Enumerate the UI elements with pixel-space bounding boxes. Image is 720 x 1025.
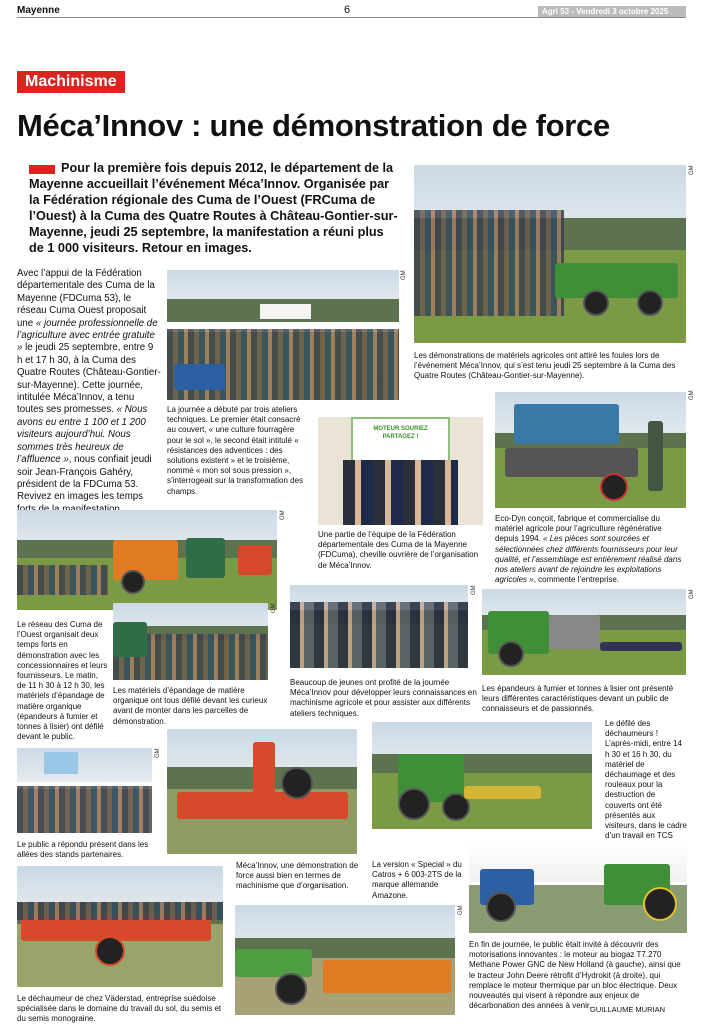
edition-label: Agri 53 - Vendredi 3 octobre 2025 [538,6,686,18]
caption-red-cultivator: Méca’Innov, une démonstration de force aussi bien en termes de machinisme que d’organisation. [236,861,359,891]
photo-credit: GM [280,510,286,520]
photo-credit: GM [689,589,695,599]
header-rule [17,17,686,18]
photo-curious-crowd [113,603,268,680]
body-text-1: Avec l’appui de la Fédération départementale des Cuma de la Mayenne (FDCuma 53), le réseau Cuma Ouest proposait une [17,268,155,329]
photo-ecodyn [495,392,686,508]
photo-sign-line1: MOTEUR SOURIEZ [373,425,428,432]
caption-curious-crowd: Les matériels d’épandage de matière organique ont tous défilé devant les curieux avant de monter dans les parcelles de démonstration. [113,686,268,726]
photo-stands [17,748,152,833]
caption-ecodyn-quote: « Les pièces sont sourcées et sélectionnées chez différents fournisseurs pour leur qualité, et l’assemblage est entièrement réalisé dans nos ateliers avant de rejoindre les exploitations agricoles » [495,534,682,585]
photo-crowd-demo [414,165,686,343]
photo-credit: GM [689,390,695,400]
photo-young-visitors [290,585,468,668]
caption-stands: Le public a répondu présent dans les allées des stands partenaires. [17,840,149,860]
photo-fdcuma-team [318,417,483,525]
photo-red-cultivator [167,729,357,854]
caption-young-visitors: Beaucoup de jeunes ont profité de la journée Méca’Innov pour développer leurs connaissances en machinisme agricole et pour assister aux différents ateliers techniques. [290,678,477,718]
caption-ecodyn-text: Eco-Dyn conçoit, fabrique et commercialise du matériel agricole pour l’agriculture régénérative depuis 1994. [495,514,662,544]
caption-innovative-tractors: En fin de journée, le public était invité à découvrir des motorisations innovantes : le moteur au biogaz T7.270 Methane Power GNC de New Holland (à gauche), ainsi que le tracteur John Deere rétrofit d’Hydrokit (à droite), qui remplace le moteur thermique par un bloc électrique. Deux nouveautés qui visent à répondre aux enjeux de décarbonation des années à venir. [469,940,681,1011]
caption-ecodyn [495,514,686,585]
photo-credit: GM [471,585,477,595]
article-title: Méca’Innov : une démonstration de force [17,108,610,143]
caption-stubble-parade: Le défilé des déchaumeurs ! L’après-midi, entre 14 h 30 et 16 h 30, du matériel de déchaumage et des rouleaux pour la destruction de couverts ont été présentés aux visiteurs, dans le cadre d’un travail en TCS [605,719,687,841]
body-text-3: , nous confiait jeudi soir Jean-François Gahéry, président de la FDCuma 53. Revivez en images les temps [17,454,152,503]
photo-innovative-tractors [469,841,687,933]
byline: GUILLAUME MURIAN [590,1005,666,1014]
body-quote-2: « Nous avons eu entre 1 100 et 1 200 visiteurs aujourd’hui. Nous sommes très heureux de l’affluence » [17,404,148,466]
photo-green-tractor [372,722,592,829]
photo-spreaders-parade [17,510,277,610]
caption-workshop: La journée a débuté par trois ateliers techniques. Le premier était consacré au couvert, « une culture fourragère pour le sol », le second était intitulé « résistances des adventices : des solutions existent » et le troisième, nommé « mon sol sous pression », s’interrogeait sur la transformation des champs. [167,405,304,496]
rubric-kicker: Machinisme [17,71,125,93]
photo-slurry-tanks [482,589,686,675]
section-label: Mayenne [17,5,60,16]
photo-credit: GM [401,270,407,280]
caption-fdcuma-team: Une partie de l’équipe de la Fédération départementale des Cuma de la Mayenne (FDCuma), cheville ouvrière de l’organisation de Méca’Innov. [318,530,479,570]
body-text-2: le jeudi 25 septembre, entre 9 h et 17 h 30, à la Cuma des Quatre Routes (Château-Gontier-sur-Mayenne). Cette journée, intitulée Méca’Innov, a tenu toutes ses promesses. [17,342,161,416]
caption-amazone: La version « Special » du Catros + 6 003-2TS de la marque allemande Amazone. [372,860,462,900]
photo-workshop [167,270,399,400]
body-quote-1: « journée professionnelle de l’agriculture avec entrée gratuite » [17,317,158,354]
caption-vaderstad: Le déchaumeur de chez Väderstad, entreprise suédoise spécialisée dans le domaine du travail du sol, du semis et du semis monograine. [17,994,222,1024]
page-number: 6 [344,4,351,16]
photo-credit: GM [271,603,277,613]
caption-spreaders-parade: Le réseau des Cuma de l’Ouest organisait deux temps forts en démonstration avec les concessionnaires et leurs fournisseurs. Le matin, de 11 h 30 à 12 h 30, les matériels d’épandage de matière organique (épandeurs à fumier et tonnes à lisier) ont défilé devant le public. [17,620,108,742]
photo-credit: GM [689,165,695,175]
article-body [17,268,161,516]
photo-vaderstad [17,866,223,987]
photo-credit: GM [458,905,464,915]
caption-ecodyn-end: , commente l’entreprise. [533,575,620,585]
caption-slurry-tanks: Les épandeurs à fumier et tonnes à lisier ont présenté leurs différentes caractéristiques devant un public de connaisseurs et de passionnés. [482,684,674,714]
photo-amazone-catros [235,905,455,1015]
photo-credit: GM [155,748,161,758]
caption-crowd-demo: Les démonstrations de matériels agricoles ont attiré les foules lors de l’événement Méca’Innov, qui s’est tenu jeudi 25 septembre à la Cuma des Quatre Routes (Château-Gontier-sur-Mayenne). [414,351,676,381]
article-lead: Pour la première fois depuis 2012, le département de la Mayenne accueillait l’événement Méca’Innov. Organisée par la Fédération régionale des Cuma de l’Ouest (FRCuma de l’Ouest) à la Cuma des Quatre Routes à Château-Gontier-sur-Mayenne, jeudi 25 septembre, la manifestation a réuni plus de 1 000 visiteurs. Retour en images. [29,161,398,255]
photo-sign-line2: PARTAGEZ ! [382,434,419,441]
